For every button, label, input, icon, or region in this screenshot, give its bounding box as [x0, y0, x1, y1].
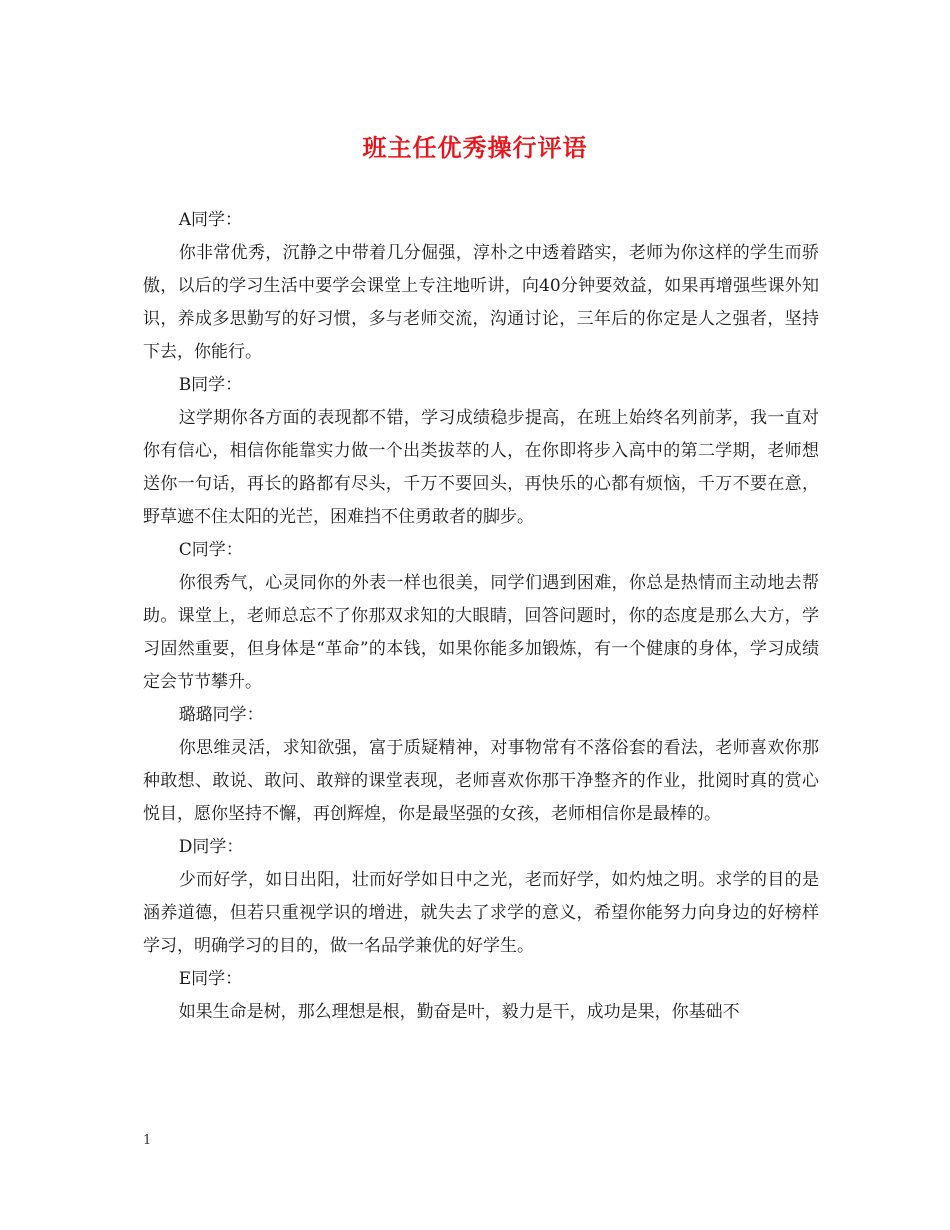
section-paragraph: 如果生命是树，那么理想是根，勤奋是叶，毅力是干，成功是果，你基础不: [178, 1002, 740, 1022]
section-heading: 璐璐同学：: [178, 705, 264, 725]
document-title: 班主任优秀操行评语: [362, 133, 588, 162]
page-number: 1: [143, 1133, 152, 1148]
section-heading: E同学：: [178, 969, 243, 989]
section-paragraph: 少而好学，如日出阳，壮而好学如日中之光，老而好学，如灼烛之明。求学的目的是涵养道德，但若只重视学识的增进，就失去了求学的意义，希望你能努力向身边的好榜样学习，明确学习的目的，做一名品学兼优的好学生。: [143, 870, 819, 956]
section-heading: C同学：: [178, 540, 243, 560]
section-paragraph: 你非常优秀，沉静之中带着几分倔强，淳朴之中透着踏实，老师为你这样的学生而骄傲，以后的学习生活中要学会课堂上专注地听讲，向40分钟要效益，如果再增强些课外知识，养成多思勤写的好习惯，多与老师交流，沟通讨论，三年后的你定是人之强者，坚持下去，你能行。: [143, 243, 819, 362]
section-paragraph: 你思维灵活，求知欲强，富于质疑精神，对事物常有不落俗套的看法，老师喜欢你那种敢想、敢说、敢问、敢辩的课堂表现，老师喜欢你那干净整齐的作业，批阅时真的赏心悦目，愿你坚持不懈，再创辉煌，你是最坚强的女孩，老师相信你是最棒的。: [143, 738, 819, 824]
section-heading: B同学：: [178, 375, 243, 395]
document-body: [143, 204, 819, 1029]
section-paragraph: 你很秀气，心灵同你的外表一样也很美，同学们遇到困难，你总是热情而主动地去帮助。课堂上，老师总忘不了你那双求知的大眼睛，回答问题时，你的态度是那么大方，学习固然重要，但身体是“革命”的本钱，如果你能多加锻炼，有一个健康的身体，学习成绩定会节节攀升。: [143, 573, 819, 692]
section-paragraph: 这学期你各方面的表现都不错，学习成绩稳步提高，在班上始终名列前茅，我一直对你有信心，相信你能靠实力做一个出类拔萃的人，在你即将步入高中的第二学期，老师想送你一句话，再长的路都有尽头，千万不要回头，再快乐的心都有烦恼，千万不要在意，野草遮不住太阳的光芒，困难挡不住勇敢者的脚步。: [143, 408, 819, 527]
section-heading: A同学：: [178, 210, 242, 230]
section-heading: D同学：: [178, 837, 244, 857]
